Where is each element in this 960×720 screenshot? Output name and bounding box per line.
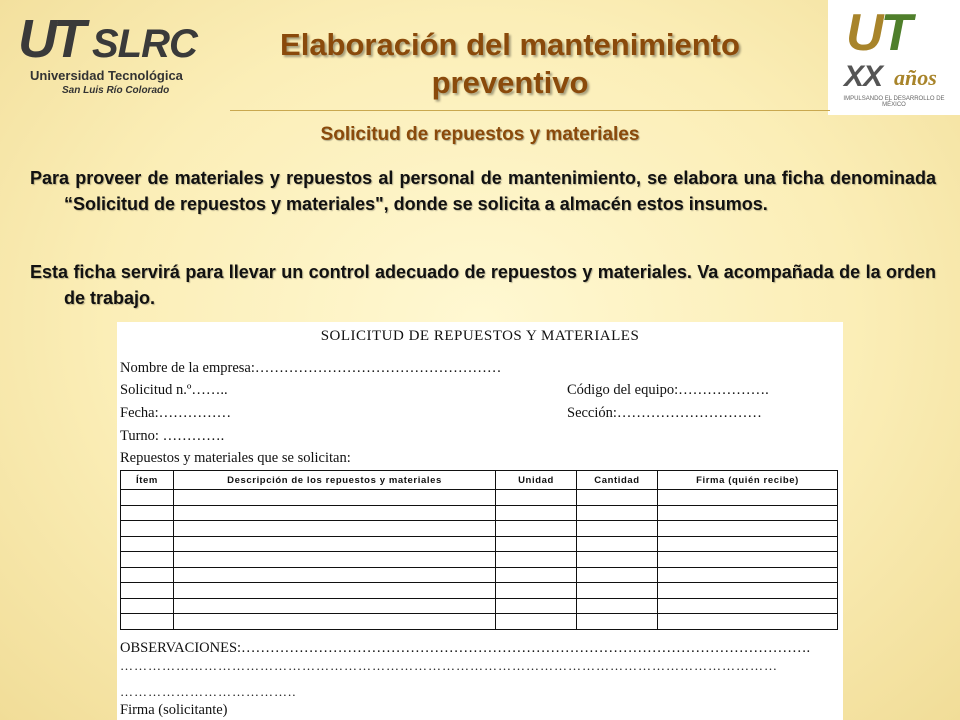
table-cell xyxy=(121,490,174,506)
col-quantity: Cantidad xyxy=(577,471,658,490)
table-cell xyxy=(496,490,577,506)
items-table xyxy=(120,470,838,630)
col-description: Descripción de los repuestos y materiales xyxy=(174,471,496,490)
table-row xyxy=(121,521,838,537)
title-divider xyxy=(230,110,830,111)
table-cell xyxy=(174,552,496,568)
table-cell xyxy=(174,567,496,583)
table-row xyxy=(121,552,838,568)
form-observations-line: …………………………………………………………………………………………………………………………… xyxy=(120,658,778,673)
logo-tagline: IMPULSANDO EL DESARROLLO DE MÉXICO xyxy=(843,96,945,108)
items-table-body xyxy=(121,490,838,630)
col-item: Ítem xyxy=(121,471,174,490)
logo-location: San Luis Río Colorado xyxy=(62,85,170,96)
table-cell xyxy=(577,614,658,630)
logo-ut-green xyxy=(846,4,909,62)
col-signature: Firma (quién recibe) xyxy=(658,471,838,490)
form-request-number: Solicitud n.º…….. xyxy=(120,382,228,398)
logo-u-letter: U xyxy=(846,4,881,62)
table-cell xyxy=(121,583,174,599)
table-row xyxy=(121,536,838,552)
table-cell xyxy=(174,490,496,506)
table-cell xyxy=(577,505,658,521)
table-cell xyxy=(121,614,174,630)
table-cell xyxy=(174,583,496,599)
table-cell xyxy=(174,521,496,537)
table-cell xyxy=(658,521,838,537)
table-cell xyxy=(496,552,577,568)
form-title: SOLICITUD DE REPUESTOS Y MATERIALES xyxy=(320,328,640,344)
form-signature-line: ……………………………….. xyxy=(120,684,297,699)
col-unit: Unidad xyxy=(496,471,577,490)
table-row xyxy=(121,598,838,614)
logo-t-letter: T xyxy=(880,4,910,62)
form-equipment-code: Código del equipo:………………. xyxy=(567,382,769,398)
table-cell xyxy=(174,598,496,614)
table-cell xyxy=(577,552,658,568)
form-section: Sección:………………………… xyxy=(567,405,762,421)
ut-xx-anos-logo xyxy=(828,0,960,115)
table-cell xyxy=(496,505,577,521)
logo-anos: años xyxy=(894,65,937,90)
form-date: Fecha:…………… xyxy=(120,405,232,421)
table-row xyxy=(121,614,838,630)
form-signature-label: Firma (solicitante) xyxy=(120,702,228,718)
table-cell xyxy=(658,536,838,552)
table-cell xyxy=(121,552,174,568)
logo-slrc-mark: SLRC xyxy=(92,22,197,66)
table-cell xyxy=(658,552,838,568)
table-cell xyxy=(577,598,658,614)
slide-subtitle: Solicitud de repuestos y materiales xyxy=(320,124,640,145)
slide-title: Elaboración del mantenimiento preventivo xyxy=(280,27,740,100)
table-cell xyxy=(577,490,658,506)
table-cell xyxy=(496,521,577,537)
table-cell xyxy=(174,614,496,630)
paragraph-1 xyxy=(30,165,936,217)
table-cell xyxy=(496,567,577,583)
table-cell xyxy=(496,583,577,599)
table-cell xyxy=(577,536,658,552)
table-cell xyxy=(174,505,496,521)
form-shift: Turno: …………. xyxy=(120,428,225,444)
table-cell xyxy=(121,536,174,552)
table-row xyxy=(121,583,838,599)
form-items-caption: Repuestos y materiales que se solicitan: xyxy=(120,450,351,466)
table-cell xyxy=(577,567,658,583)
table-cell xyxy=(496,614,577,630)
table-cell xyxy=(121,505,174,521)
logo-university-name: Universidad Tecnológica xyxy=(30,68,183,83)
request-form-image xyxy=(117,322,843,720)
table-cell xyxy=(658,583,838,599)
logo-xx: XX xyxy=(844,60,883,93)
table-cell xyxy=(577,521,658,537)
utslrc-logo xyxy=(18,10,208,100)
table-cell xyxy=(496,598,577,614)
items-table-header xyxy=(121,471,838,490)
paragraph-2 xyxy=(30,259,936,311)
table-cell xyxy=(658,505,838,521)
table-cell xyxy=(658,490,838,506)
table-row xyxy=(121,490,838,506)
table-cell xyxy=(121,567,174,583)
table-cell xyxy=(121,521,174,537)
table-cell xyxy=(658,567,838,583)
table-cell xyxy=(121,598,174,614)
form-observations: OBSERVACIONES:………………………………………………………………………………………………………. xyxy=(120,640,811,656)
table-cell xyxy=(577,583,658,599)
table-row xyxy=(121,505,838,521)
logo-ut-mark: UT xyxy=(18,9,82,69)
paragraph-1-text: Para proveer de materiales y repuestos al personal de mantenimiento, se elabora una ficha denominada “Solicitud de repuestos y materiales", donde se solicita a almacén estos insumos. xyxy=(30,168,936,214)
table-row xyxy=(121,567,838,583)
form-company-line: Nombre de la empresa:…………………………………………… xyxy=(120,360,502,376)
paragraph-2-text: Esta ficha servirá para llevar un control adecuado de repuestos y materiales. Va acompañada de la orden de trabajo. xyxy=(30,262,936,308)
table-cell xyxy=(174,536,496,552)
table-cell xyxy=(496,536,577,552)
table-cell xyxy=(658,598,838,614)
table-cell xyxy=(658,614,838,630)
